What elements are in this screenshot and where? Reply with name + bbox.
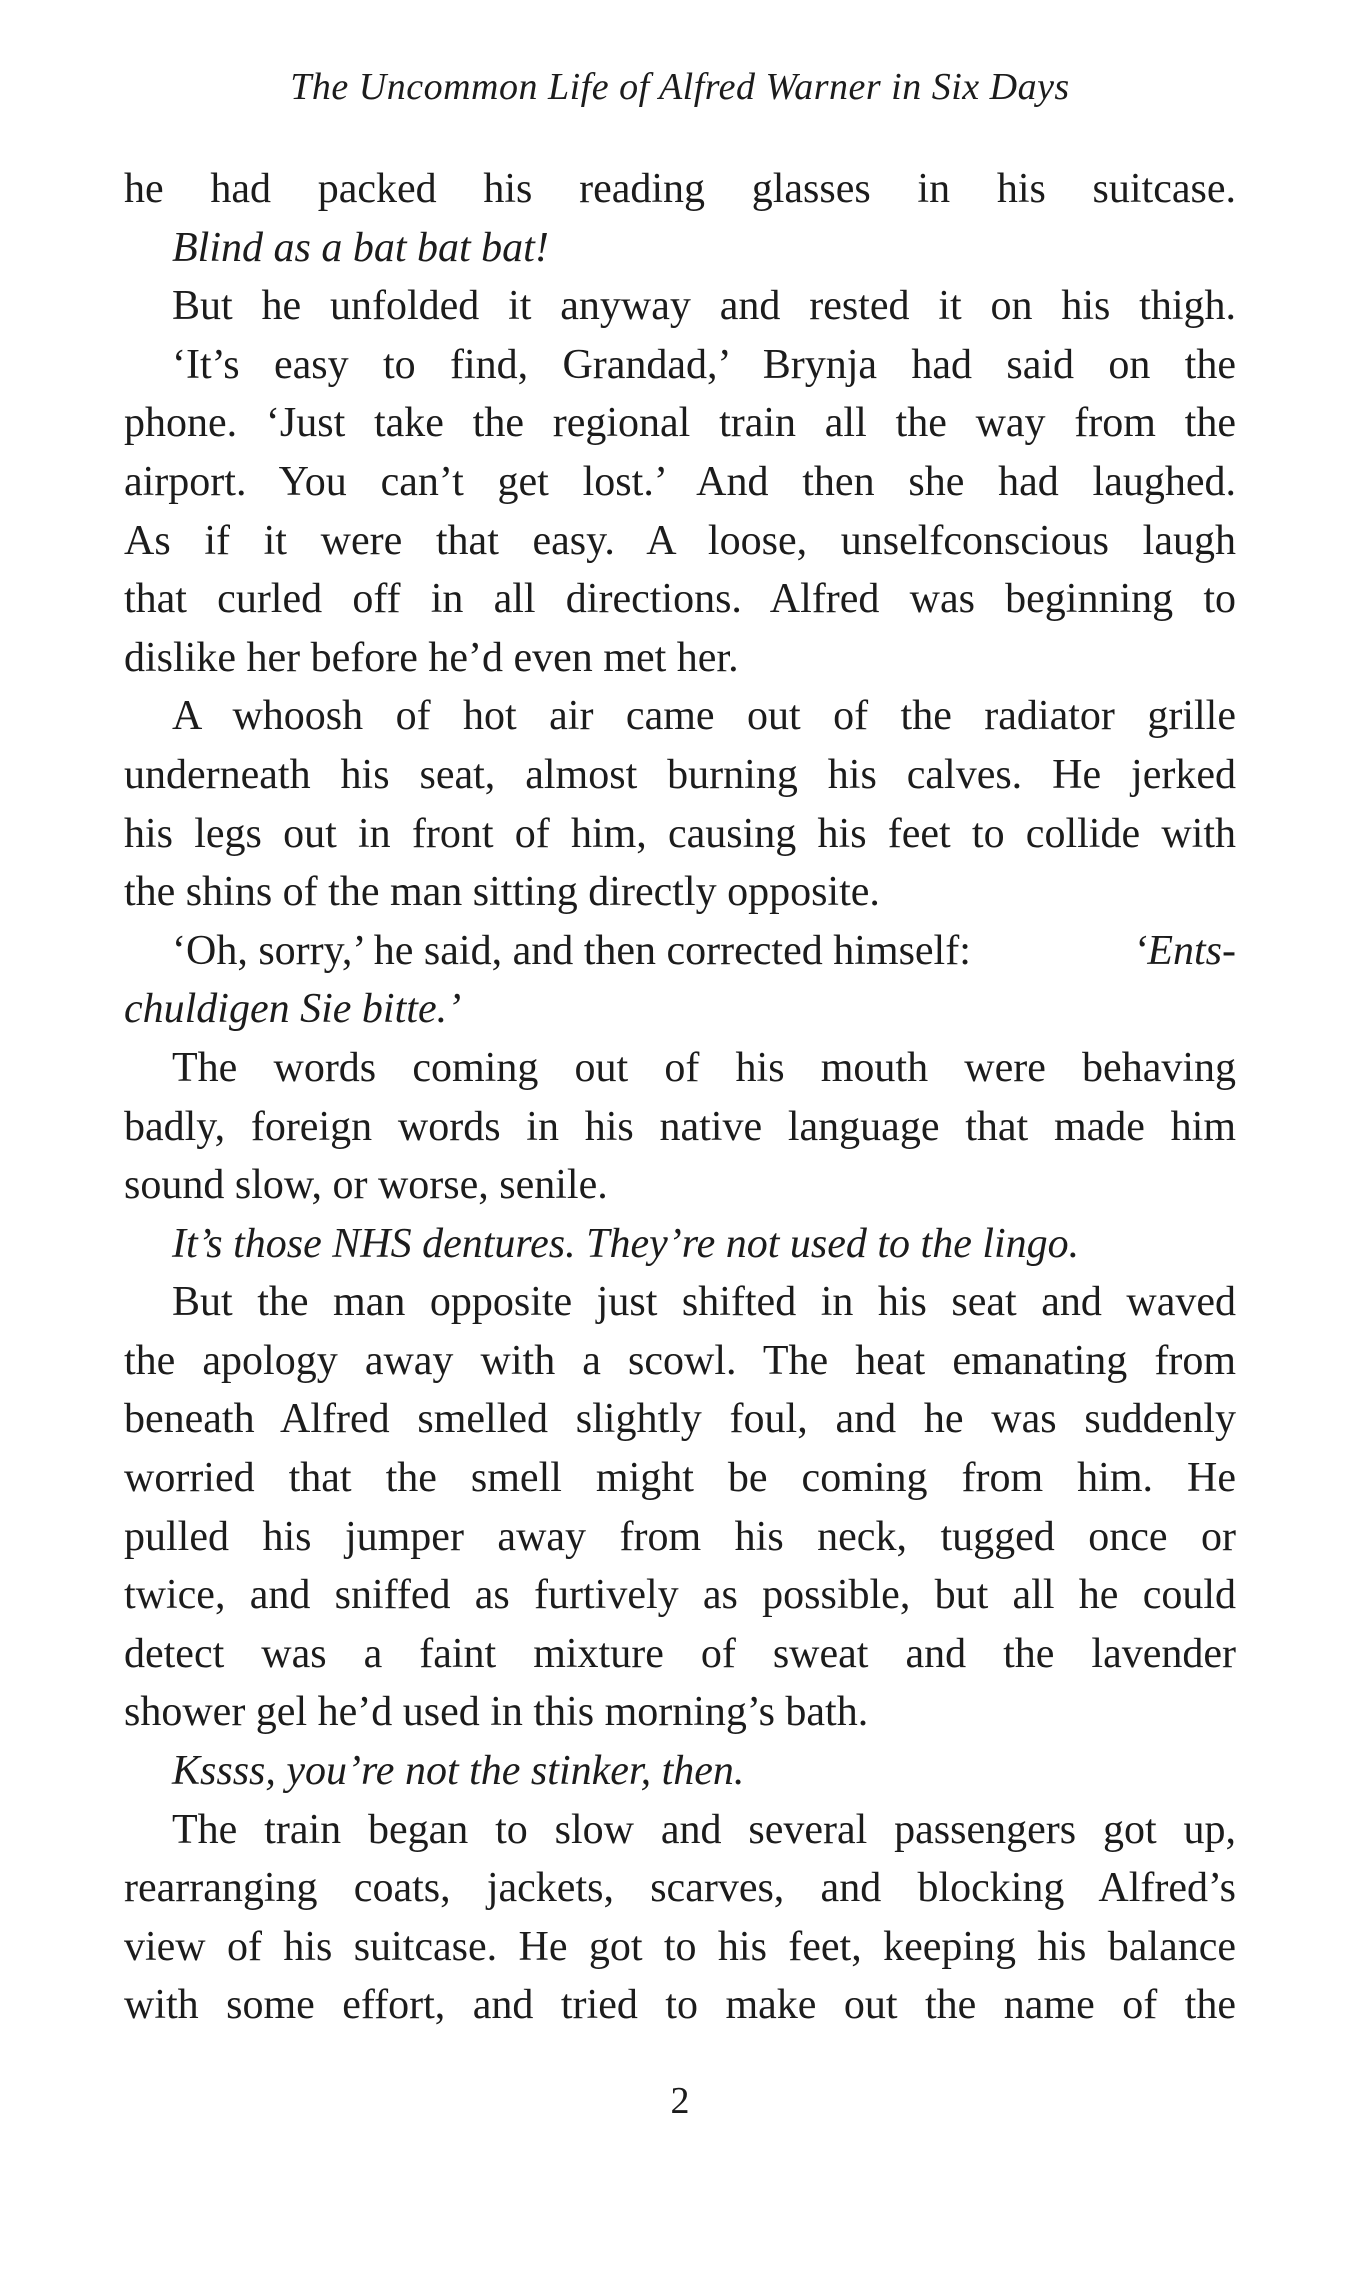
text-line: As if it were that easy. A loose, unselfconscious laugh xyxy=(124,517,1236,564)
text-line: view of his suitcase. He got to his feet, keeping his balance xyxy=(124,1923,1236,1970)
text-line: sound slow, or worse, senile. xyxy=(124,1162,608,1209)
text-line: But he unfolded it anyway and rested it on his thigh. xyxy=(172,283,1236,330)
text-line: It’s those NHS dentures. They’re not used to the lingo. xyxy=(172,1220,1080,1267)
text-line: A whoosh of hot air came out of the radiator grille xyxy=(172,693,1236,740)
page-number: 2 xyxy=(670,2080,690,2122)
text-line: beneath Alfred smelled slightly foul, and he was suddenly xyxy=(124,1396,1236,1443)
text-line: his legs out in front of him, causing his feet to collide with xyxy=(124,810,1236,857)
text-line: badly, foreign words in his native language that made him xyxy=(124,1103,1236,1150)
text-line: twice, and sniffed as furtively as possible, but all he could xyxy=(124,1572,1236,1619)
text-line: airport. You can’t get lost.’ And then she had laughed. xyxy=(124,458,1236,505)
text-line: dislike her before he’d even met her. xyxy=(124,634,739,681)
text-line: worried that the smell might be coming from him. He xyxy=(124,1455,1236,1502)
text-line: ‘It’s easy to find, Grandad,’ Brynja had said on the xyxy=(172,341,1236,388)
text-line: the shins of the man sitting directly opposite. xyxy=(124,869,880,916)
text-line: underneath his seat, almost burning his calves. He jerked xyxy=(124,751,1236,798)
text-line: he had packed his reading glasses in his suitcase. xyxy=(124,166,1236,212)
text-line: But the man opposite just shifted in his seat and waved xyxy=(172,1279,1236,1326)
text-line: rearranging coats, jackets, scarves, and blocking Alfred’s xyxy=(124,1865,1236,1912)
text-line: Kssss, you’re not the stinker, then. xyxy=(172,1748,745,1795)
text-line: pulled his jumper away from his neck, tugged once or xyxy=(124,1513,1236,1560)
running-head: The Uncommon Life of Alfred Warner in Six Days xyxy=(290,66,1070,108)
dialogue-text: ‘Oh, sorry,’ he said, and then corrected himself: xyxy=(172,927,982,974)
text-line: chuldigen Sie bitte.’ xyxy=(124,986,462,1033)
text-line: The train began to slow and several passengers got up, xyxy=(172,1806,1236,1853)
text-line: detect was a faint mixture of sweat and the lavender xyxy=(124,1630,1236,1677)
body-text xyxy=(124,160,1236,2035)
text-line: phone. ‘Just take the regional train all the way from the xyxy=(124,400,1236,447)
text-line: Blind as a bat bat bat! xyxy=(172,224,549,271)
text-line: shower gel he’d used in this morning’s bath. xyxy=(124,1689,869,1736)
text-line: that curled off in all directions. Alfred was beginning to xyxy=(124,576,1236,623)
foreign-phrase: ‘Ents- xyxy=(1133,927,1236,974)
text-line: the apology away with a scowl. The heat emanating from xyxy=(124,1337,1236,1384)
text-line: with some effort, and tried to make out the name of the xyxy=(124,1982,1236,2029)
text-line xyxy=(124,922,1236,981)
text-line: The words coming out of his mouth were behaving xyxy=(172,1044,1236,1091)
